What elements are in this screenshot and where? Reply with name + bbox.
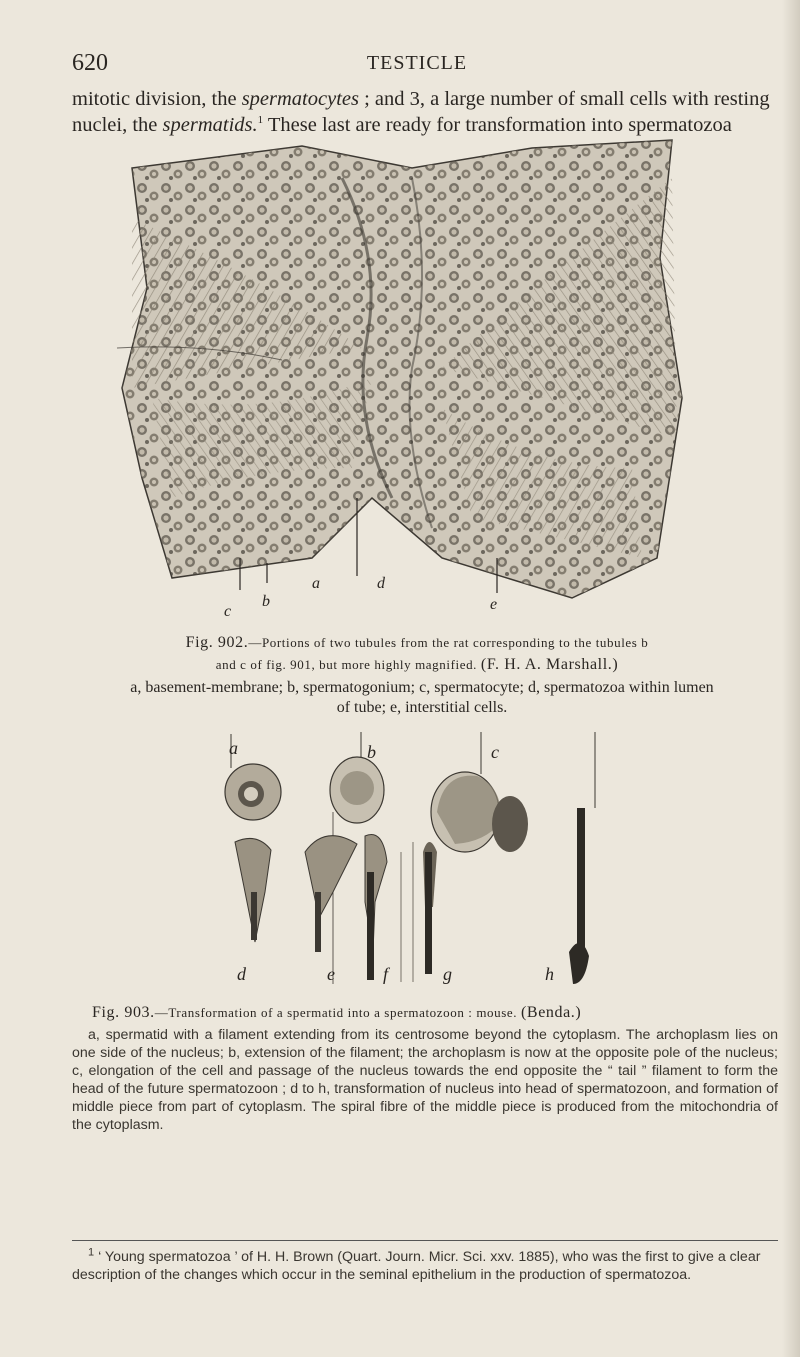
running-head xyxy=(72,50,762,80)
footnote-text: ‘ Young spermatozoa ’ of H. H. Brown (Quart. Journ. Micr. Sci. xxv. 1885), who was the first to give a clear description of the changes which occur in the seminal epithelium in the production of spermatozoa. xyxy=(72,1249,761,1283)
italic-term-spermatocytes: spermatocytes xyxy=(241,88,359,110)
figure-903-credit: (Benda.) xyxy=(521,1004,582,1021)
stage-h-mature-spermatozoon xyxy=(569,732,595,984)
figure-902-label-e: e xyxy=(490,596,498,613)
figure-902-number: Fig. 902. xyxy=(185,634,249,651)
figure-903-number: Fig. 903. xyxy=(92,1004,155,1021)
stage-f-spiral-fibre xyxy=(365,834,387,980)
figure-903-caption-title xyxy=(92,1002,782,1024)
figure-902-label-b: b xyxy=(262,593,270,610)
stage-g-spermatozoon xyxy=(423,842,437,974)
figure-903-illustration xyxy=(215,732,617,992)
figure-903-label-c: c xyxy=(491,742,499,762)
figure-903-label-g: g xyxy=(443,964,452,984)
italic-term-spermatids: spermatids. xyxy=(162,114,258,136)
figure-903-label-a: a xyxy=(229,738,238,758)
text-run: These last are ready for transformation into spermatozoa xyxy=(263,114,732,136)
figure-902-label-d: d xyxy=(377,575,385,592)
running-title: TESTICLE xyxy=(366,52,468,74)
footnote xyxy=(72,1248,782,1284)
figure-902-label-c: c xyxy=(224,603,232,620)
figure-903-caption-body: a, spermatid with a filament extending from its centrosome beyond the cytoplasm. The archoplasm lies on one side of the nucleus; b, extension of the filament; the archoplasm is now at the opposite pole of the nucleus; c, elongation of the cell and passage of the nucleus towards the end opposite the “ tail ” filament to form the head of the future spermatozoon ; d to h, transformation of nucleus into head of spermatozoon, and formation of middle piece from part of cytoplasm. The spiral fibre of the middle piece is produced from the mitochondria of the cytoplasm. xyxy=(72,1027,778,1133)
text-line-2 xyxy=(72,114,732,136)
figure-903-stage-dividers xyxy=(401,842,413,982)
text-run: mitotic division, the xyxy=(72,88,242,110)
footnote-mark: 1 xyxy=(88,1246,95,1259)
stage-d-head-formation xyxy=(235,838,271,942)
text-run: ; and 3, a large number of small cells with resting xyxy=(358,88,770,110)
figure-902-credit: (F. H. A. Marshall.) xyxy=(480,656,619,673)
figure-903-label-b: b xyxy=(367,742,376,762)
figure-902-label-a: a xyxy=(312,575,320,592)
footnote-reference[interactable]: 1 xyxy=(257,114,264,127)
figure-903-label-f: f xyxy=(383,964,389,984)
text-run: nuclei, the xyxy=(72,114,163,136)
page-edge-shadow xyxy=(782,0,800,1357)
figure-902-body-line-2: of tube; e, interstitial cells. xyxy=(336,699,508,716)
figure-903-label-d: d xyxy=(237,964,246,984)
figure-902-illustration xyxy=(112,138,690,620)
figure-902-caption-title xyxy=(72,632,762,676)
opening-paragraph xyxy=(72,86,772,138)
footnote-rule xyxy=(72,1240,778,1241)
tubule-section xyxy=(117,140,682,598)
stage-c-elongation xyxy=(431,732,528,852)
text-line-1 xyxy=(72,88,770,110)
figure-902-body-line-1: a, basement-membrane; b, spermatogonium; c, spermatocyte; d, spermatozoa within lumen xyxy=(130,679,714,696)
figure-903-label-h: h xyxy=(545,964,554,984)
page-number: 620 xyxy=(72,50,108,76)
figure-902-title-line-1: —Portions of two tubules from the rat corresponding to the tubules b xyxy=(248,635,649,650)
stage-e-middle-piece xyxy=(305,836,357,952)
figure-902-title-line-2: and c of fig. 901, but more highly magnified. xyxy=(215,657,478,672)
figure-902-caption-body xyxy=(72,678,772,718)
figure-903-title: —Transformation of a spermatid into a spermatozoon : mouse. xyxy=(154,1005,518,1020)
figure-903-label-e: e xyxy=(327,964,335,984)
